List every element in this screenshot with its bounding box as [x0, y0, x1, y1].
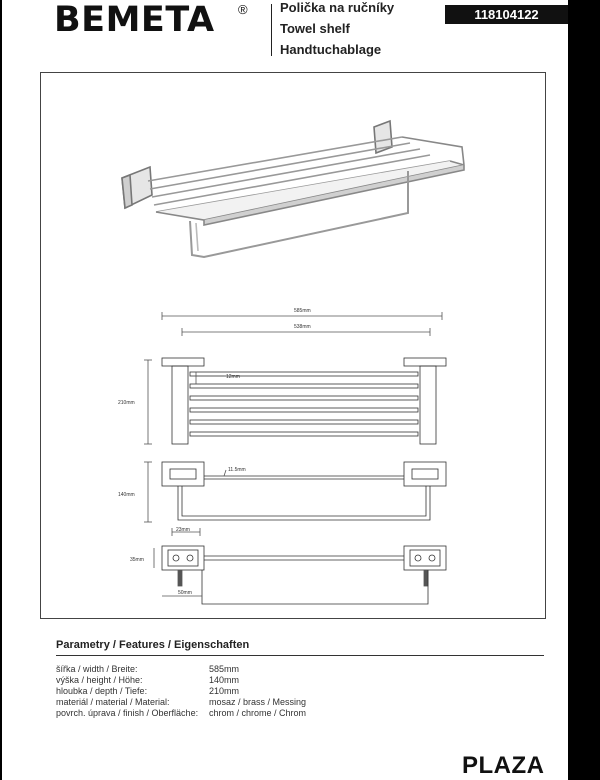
param-value-material: mosaz / brass / Messing: [209, 697, 307, 707]
dim-height: 210mm: [118, 400, 135, 406]
product-code-badge: 118104122: [445, 5, 568, 24]
spec-sheet: [2, 0, 568, 780]
param-label-width: šířka / width / Breite:: [56, 664, 138, 674]
param-label-material: materiál / material / Material:: [56, 697, 170, 707]
param-value-width: 585mm: [209, 664, 240, 674]
top-view-drawing: [112, 452, 472, 532]
param-label-height: výška / height / Höhe:: [56, 675, 143, 685]
dim-depth: 140mm: [118, 492, 135, 498]
param-label-depth: hloubka / depth / Tiefe:: [56, 686, 148, 696]
param-value-height: 140mm: [209, 675, 240, 685]
param-label-finish: povrch. úprava / finish / Oberfläche:: [56, 708, 199, 718]
product-series-name: PLAZA: [462, 752, 545, 779]
header-divider: [271, 4, 272, 56]
dim-width-mount: 538mm: [294, 324, 311, 330]
title-english: Towel shelf: [280, 21, 350, 36]
parameters-title: Parametry / Features / Eigenschaften: [56, 639, 250, 651]
param-value-depth: 210mm: [209, 686, 240, 696]
dim-rod-diameter: 11.5mm: [228, 467, 246, 473]
param-value-finish: chrom / chrome / Chrom: [209, 708, 307, 718]
title-german: Handtuchablage: [280, 42, 382, 57]
registered-mark: ®: [238, 2, 248, 17]
brand-logo: BEMETA: [54, 0, 215, 40]
front-elevation-drawing: [112, 298, 472, 453]
dim-rod-gap: 12mm: [226, 374, 240, 380]
dim-base-width: 23mm: [176, 527, 190, 533]
parameters-divider: [56, 655, 544, 656]
product-render: [112, 115, 482, 265]
bottom-view-drawing: [112, 522, 472, 612]
dim-offset: 50mm: [178, 590, 192, 596]
dim-base-depth: 35mm: [130, 557, 144, 563]
title-czech: Polička na ručníky: [280, 0, 395, 15]
dim-width-total: 585mm: [294, 308, 311, 314]
